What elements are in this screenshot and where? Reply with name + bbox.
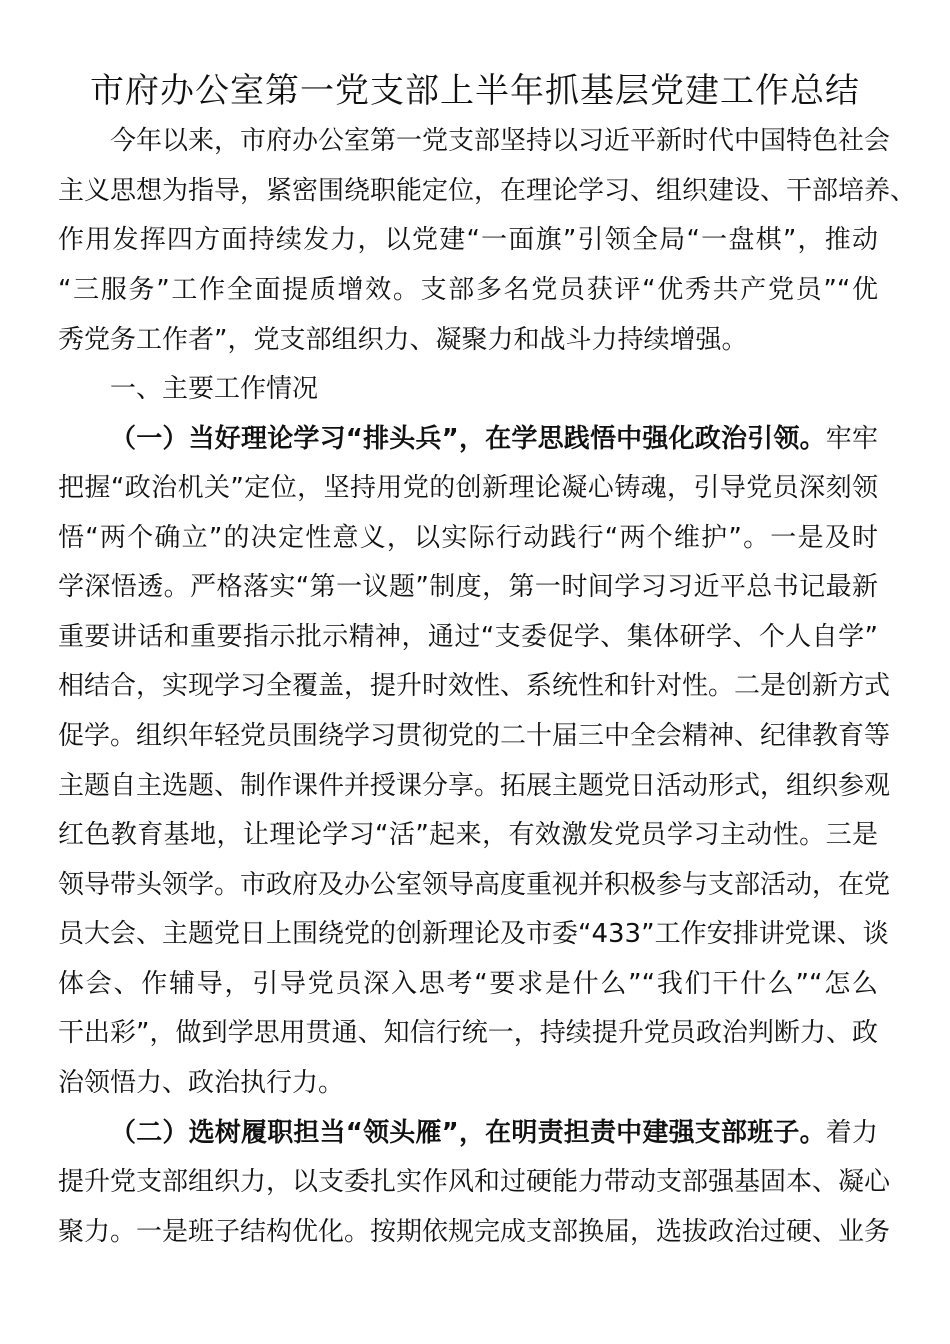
part2-first-line xyxy=(110,1108,878,1158)
part1-first-line-rest: 牢牢 xyxy=(825,424,878,454)
document-title: 市府办公室第一党支部上半年抓基层党建工作总结 xyxy=(90,71,860,111)
part2-bold-lead: （二）选树履职担当“领头雁”，在明责担责中建强支部班子。 xyxy=(110,1118,826,1148)
part1-line: 把握“政治机关”定位，坚持用党的创新理论凝心铸魂，引导党员深刻领 xyxy=(58,473,878,503)
part2-line: 聚力。一是班子结构优化。按期依规完成支部换届，选拔政治过硬、业务 xyxy=(58,1217,891,1247)
intro-line: “三服务”工作全面提质增效。支部多名党员获评“优秀共产党员”“优 xyxy=(58,275,878,305)
part1-line: 主题自主选题、制作课件并授课分享。拓展主题党日活动形式，组织参观 xyxy=(58,771,891,801)
part1-line: 学深悟透。严格落实“第一议题”制度，第一时间学习习近平总书记最新 xyxy=(58,572,878,602)
part1-line: 治领悟力、政治执行力。 xyxy=(58,1068,345,1098)
intro-line: 今年以来，市府办公室第一党支部坚持以习近平新时代中国特色社会 xyxy=(110,126,891,156)
part1-line: 促学。组织年轻党员围绕学习贯彻党的二十届三中全会精神、纪律教育等 xyxy=(58,721,891,751)
part1-line: 干出彩”，做到学思用贯通、知信行统一，持续提升党员政治判断力、政 xyxy=(58,1018,878,1048)
part2-first-line-rest: 着力 xyxy=(825,1118,878,1148)
intro-line: 秀党务工作者”，党支部组织力、凝聚力和战斗力持续增强。 xyxy=(58,325,748,355)
part1-line: 体会、作辅导，引导党员深入思考“要求是什么”“我们干什么”“怎么 xyxy=(58,969,878,999)
part2-line: 提升党支部组织力，以支委扎实作风和过硬能力带动支部强基固本、凝心 xyxy=(58,1167,891,1197)
part1-line: 相结合，实现学习全覆盖，提升时效性、系统性和针对性。二是创新方式 xyxy=(58,671,891,701)
section-heading: 一、主要工作情况 xyxy=(110,374,319,404)
part1-line: 员大会、主题党日上围绕党的创新理论及市委“433”工作安排讲党课、谈 xyxy=(58,919,889,949)
part1-first-line xyxy=(110,414,878,464)
part1-line: 悟“两个确立”的决定性意义，以实际行动践行“两个维护”。一是及时 xyxy=(58,523,878,553)
part1-line: 红色教育基地，让理论学习“活”起来，有效激发党员学习主动性。三是 xyxy=(58,820,878,850)
part1-line: 重要讲话和重要指示批示精神，通过“支委促学、集体研学、个人自学” xyxy=(58,622,878,652)
part1-bold-lead: （一）当好理论学习“排头兵”，在学思践悟中强化政治引领。 xyxy=(110,424,826,454)
intro-line: 主义思想为指导，紧密围绕职能定位，在理论学习、组织建设、干部培养、 xyxy=(58,176,917,206)
part1-line: 领导带头领学。市政府及办公室领导高度重视并积极参与支部活动，在党 xyxy=(58,870,891,900)
intro-line: 作用发挥四方面持续发力，以党建“一面旗”引领全局“一盘棋”，推动 xyxy=(58,225,878,255)
